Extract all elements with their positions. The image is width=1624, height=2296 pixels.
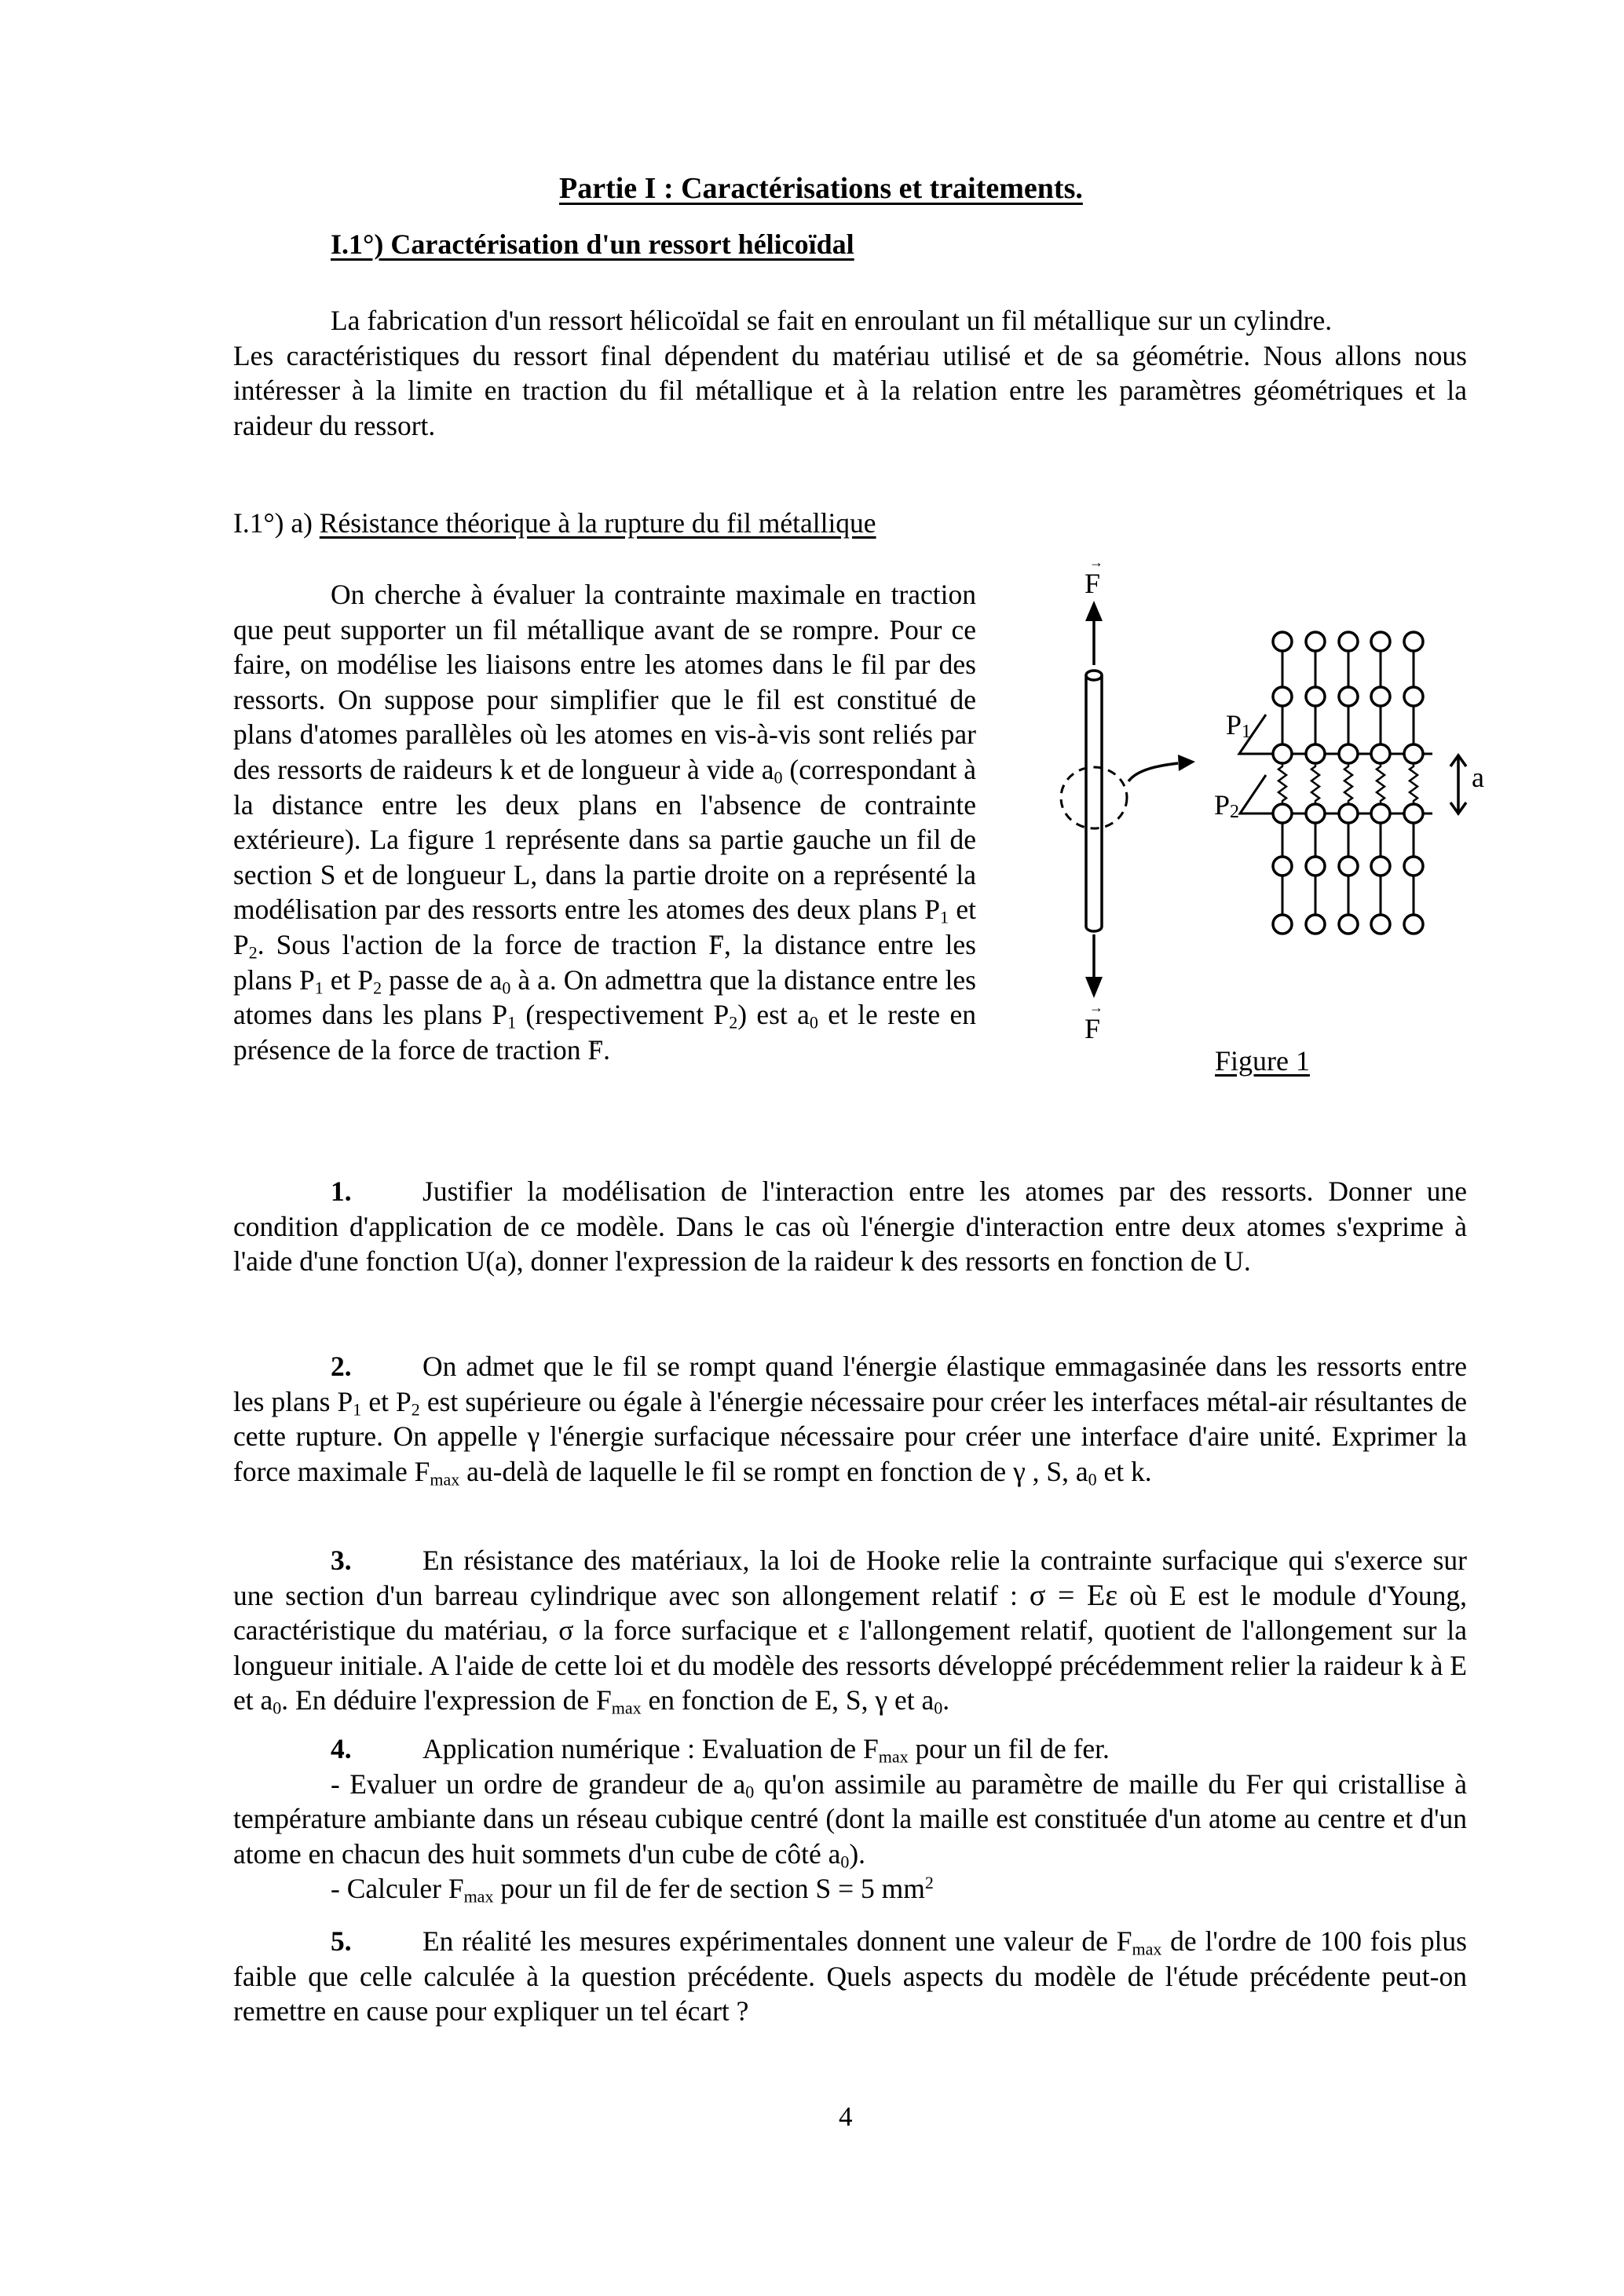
question-1 xyxy=(233,1174,1467,1279)
subscript: max xyxy=(463,1886,494,1907)
question-bullet: - Calculer F xyxy=(331,1873,464,1905)
question-number: 2. xyxy=(331,1351,352,1382)
force-vector-symbol: → F xyxy=(587,1033,603,1068)
desc-text: (correspondant à la distance entre les deux plans en l'absence de contrainte extérieure). La figure 1 représente dans sa partie gauche un fil de section S et de longueur L, dans la partie droite on a représenté la modélisation par des ressorts entre les atomes des deux plans P xyxy=(233,753,977,926)
subsection-title: Résistance théorique à la rupture du fil métallique xyxy=(319,507,876,539)
desc-text: à a. On admettra que la distance entre les atomes dans les plans P xyxy=(233,963,976,1031)
force-label-bottom: F xyxy=(1084,1013,1101,1044)
desc-text: On cherche à évaluer la contrainte maximale en traction que peut supporter un fil métallique avant de se rompre. Pour ce faire, on modélise les liaisons entre les atomes dans le fil par des ressorts. On suppose pour simplifier que le fil est constitué de plans d'atomes parallèles où les atomes en vis-à-vis sont reliés par des ressorts de raideurs k et de longueur à vide a xyxy=(233,579,976,785)
question-text: l'allongement relatif, quotient de l'allongement sur la longueur initiale. A l'aide de cette loi et du modèle des ressorts développé précédemment relier la raideur k à E et a xyxy=(233,1614,1467,1717)
distance-label: a xyxy=(1472,762,1484,793)
desc-text: (respectivement P xyxy=(516,999,730,1031)
part-title: Partie I : Caractérisations et traitements. xyxy=(559,172,1083,205)
plane2-label: P2 xyxy=(1214,789,1240,822)
question-text: où E est le module d'Young, caractéristique du matériau, xyxy=(233,1579,1467,1647)
question-bullet: qu'on assimile au paramètre de maille du Fer qui cristallise à température ambiante dans un réseau cubique centré (dont la maille est constituée d'un atome au centre et d'un atome en chacun des huit sommets d'un cube de côté a xyxy=(233,1768,1467,1870)
desc-text: et P xyxy=(233,894,976,960)
question-text: de l'ordre de 100 fois plus faible que celle calculée à la question précédente. Quels aspects du modèle de l'étude précédente peut-on remettre en cause pour expliquer un tel écart ? xyxy=(233,1925,1467,2027)
page-number: 4 xyxy=(839,2101,853,2132)
subscript: 1 xyxy=(507,1012,517,1033)
subscript: 1 xyxy=(314,978,324,998)
subscript: 0 xyxy=(774,767,783,788)
vector-arrow-top: → xyxy=(1089,554,1103,570)
question-text: . En déduire l'expression de F xyxy=(281,1684,612,1717)
subscript: 0 xyxy=(934,1698,943,1718)
subscript: 0 xyxy=(272,1698,282,1718)
vector-arrow-bottom: → xyxy=(1089,1000,1103,1015)
plane-leaders xyxy=(1239,715,1432,813)
question-number: 5. xyxy=(331,1925,352,1957)
intro-line1: La fabrication d'un ressort hélicoïdal se fait en enroulant un fil métallique sur un cylindre. xyxy=(331,305,1333,336)
zoom-region-circle xyxy=(1061,767,1127,828)
force-label-top: F xyxy=(1084,568,1101,599)
question-text: , S, a xyxy=(1025,1455,1088,1487)
subscript: max xyxy=(611,1698,642,1718)
subscript: 0 xyxy=(809,1012,818,1033)
question-text: En résistance des matériaux, la loi de Hooke relie la contrainte surfacique qui s'exerce sur une section d'un barreau cylindrique avec son allongement relatif : xyxy=(233,1545,1467,1611)
desc-text: . Sous l'action de la force de traction xyxy=(257,928,709,960)
subscript: 2 xyxy=(411,1399,420,1420)
epsilon-symbol: ε xyxy=(837,1614,850,1647)
desc-text: , la distance entre les plans P xyxy=(233,928,976,996)
question-text: en fonction de E, S, xyxy=(641,1684,876,1717)
desc-text: et P xyxy=(323,963,374,996)
force-vector-symbol: → F xyxy=(708,927,724,963)
desc-text: . xyxy=(603,1033,611,1066)
force-arrow-down xyxy=(1085,934,1103,998)
question-number: 3. xyxy=(331,1545,352,1576)
gamma-symbol: γ xyxy=(527,1420,540,1453)
desc-text: et le reste en présence de la force de traction xyxy=(233,999,976,1066)
question-2 xyxy=(233,1349,1467,1489)
gamma-symbol: γ xyxy=(1013,1455,1026,1487)
subscript: 1 xyxy=(353,1399,362,1420)
question-text: la force surfacique et xyxy=(573,1614,838,1647)
question-4 xyxy=(233,1731,1467,1907)
question-text: On admet que le fil se rompt quand l'énergie élastique emmagasinée dans les ressorts entre les plans P xyxy=(233,1351,1467,1417)
subscript: 1 xyxy=(940,907,949,927)
question-text: En réalité les mesures expérimentales donnent une valeur de F xyxy=(422,1925,1132,1957)
question-3 xyxy=(233,1543,1467,1718)
figure-caption: Figure 1 xyxy=(1215,1045,1310,1077)
wire-cylinder xyxy=(1086,671,1102,931)
subscript: 0 xyxy=(745,1782,755,1802)
subscript: 0 xyxy=(840,1852,850,1872)
figure-1-diagram xyxy=(0,0,1624,1099)
question-5 xyxy=(233,1924,1467,2029)
question-text: Justifier la modélisation de l'interaction entre les atomes par des ressorts. Donner une condition d'application de ce modèle. Dans le cas où l'énergie d'interaction entre deux atomes s'exprime à l'aide d'une fonction U(a), donner l'expression de la raideur k des ressorts en fonction de U. xyxy=(233,1175,1467,1278)
question-text: au-delà de laquelle le fil se rompt en fonction de xyxy=(459,1455,1014,1487)
subscript: max xyxy=(430,1469,460,1490)
hooke-formula: σ = Eε xyxy=(1029,1578,1118,1612)
question-text: et P xyxy=(361,1385,411,1417)
desc-text: passe de a xyxy=(382,963,503,996)
subsection-prefix: I.1°) a) xyxy=(233,507,320,539)
subscript: 2 xyxy=(729,1012,738,1033)
question-text: est supérieure ou égale à l'énergie nécessaire pour créer les interfaces métal-air résultantes de cette rupture. On appelle xyxy=(233,1385,1467,1453)
question-text: . xyxy=(942,1684,950,1717)
question-text: et k. xyxy=(1096,1455,1152,1487)
zoom-pointer-arrow xyxy=(1128,755,1195,781)
subscript: 2 xyxy=(248,942,258,963)
question-text: l'énergie surfacique nécessaire pour créer une interface d'aire unité. Exprimer la force maximale F xyxy=(233,1420,1467,1487)
subscript: 0 xyxy=(502,978,511,998)
subscript: max xyxy=(878,1746,909,1767)
superscript: 2 xyxy=(924,1873,934,1893)
question-number: 4. xyxy=(331,1733,352,1764)
question-bullet: - Evaluer un ordre de grandeur de a xyxy=(331,1768,746,1800)
gamma-symbol: γ xyxy=(875,1684,888,1717)
distance-arrow xyxy=(1450,755,1466,813)
question-text: et a xyxy=(887,1684,935,1717)
question-bullet: pour un fil de fer de section S = 5 mm xyxy=(493,1873,925,1905)
section-title: I.1°) Caractérisation d'un ressort hélicoïdal xyxy=(331,229,854,260)
desc-text: ) est a xyxy=(737,999,810,1031)
question-text: Application numérique : Evaluation de F xyxy=(422,1733,879,1764)
question-bullet: ). xyxy=(849,1837,866,1870)
question-number: 1. xyxy=(331,1175,352,1207)
subscript: 2 xyxy=(373,978,382,998)
force-arrow-up xyxy=(1085,601,1103,665)
question-text: pour un fil de fer. xyxy=(908,1733,1110,1764)
atom-lattice-grid xyxy=(1272,632,1425,934)
subscript: 0 xyxy=(1088,1469,1097,1490)
subscript: max xyxy=(1132,1939,1162,1959)
sigma-symbol: σ xyxy=(558,1614,574,1647)
intro-rest: Les caractéristiques du ressort final dépendent du matériau utilisé et de sa géométrie. Nous allons nous intéresser à la limite en traction du fil métallique et à la relation entre les paramètres géométriques et la raideur du ressort. xyxy=(233,339,1467,441)
plane1-label: P1 xyxy=(1226,709,1252,742)
